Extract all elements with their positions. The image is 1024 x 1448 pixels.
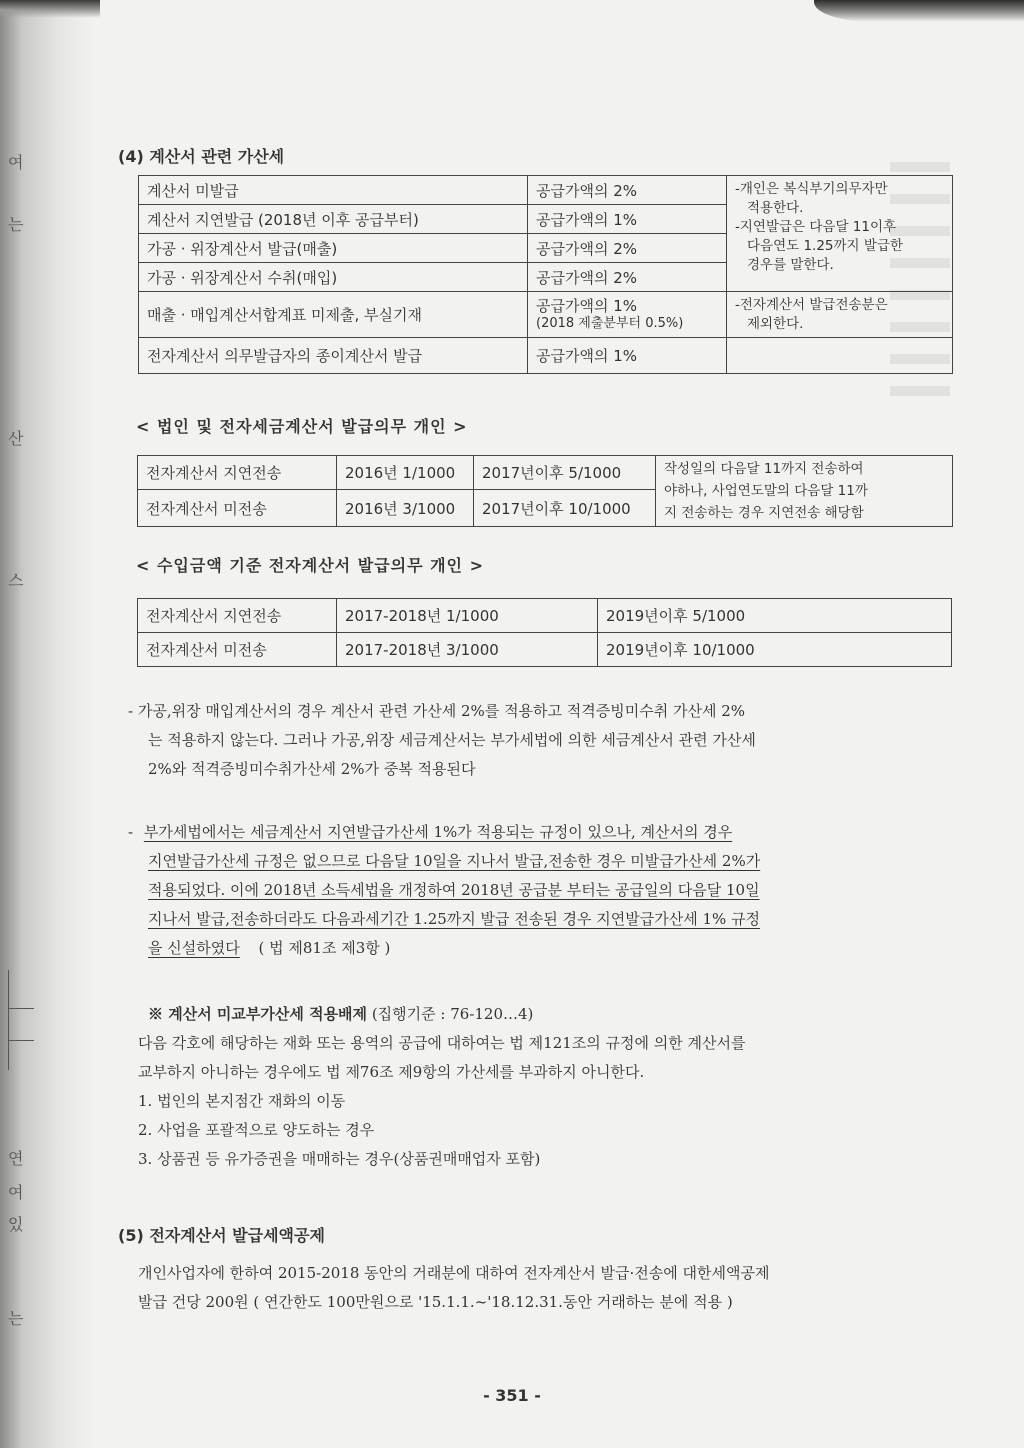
table-cell: 2019년이후 10/1000 bbox=[598, 633, 952, 667]
underlined-text: 지연발급가산세 규정은 없으므로 다음달 10일을 지나서 발급,전송한 경우 미발급가산세 2%가 bbox=[148, 852, 761, 870]
table-cell: 2017-2018년 1/1000 bbox=[337, 599, 598, 633]
paragraph bbox=[138, 1259, 973, 1317]
table-row bbox=[138, 633, 952, 667]
notice-block bbox=[138, 1000, 968, 1174]
table-cell: 가공 · 위장계산서 발급(매출) bbox=[139, 234, 528, 263]
table-cell: 2016년 1/1000 bbox=[337, 456, 474, 490]
underlined-paragraph bbox=[128, 818, 968, 963]
underlined-text: 지나서 발급,전송하더라도 다음과세기간 1.25까지 발급 전송된 경우 지연발급가산세 1% 규정 bbox=[148, 910, 761, 928]
table-cell: 계산서 지연발급 (2018년 이후 공급부터) bbox=[139, 205, 528, 234]
table-cell: 2017년이후 5/1000 bbox=[474, 456, 656, 490]
margin-char: 스 bbox=[8, 571, 24, 590]
cell-line: (2018 제출분부터 0.5%) bbox=[536, 315, 684, 331]
table-cell: 공급가액의 2% bbox=[528, 234, 727, 263]
section-heading: (5) 전자계산서 발급세액공제 bbox=[118, 1226, 325, 1245]
underlined-text: 부가세법에서는 세금계산서 지연발급가산세 1%가 적용되는 규정이 있으나, 계산서의 경우 bbox=[143, 823, 733, 841]
notice-title: ※ 계산서 미교부가산세 적용배제 bbox=[148, 1005, 368, 1023]
table-cell: 전자계산서 지연전송 bbox=[138, 456, 337, 490]
dash-marker: - bbox=[128, 823, 134, 841]
notice-reference: (집행기준 : 76-120…4) bbox=[371, 1005, 534, 1023]
note-line: -전자계산서 발급전송분은 bbox=[735, 296, 888, 313]
table-note-cell bbox=[727, 292, 953, 338]
list-item: 1. 법인의 본지점간 재화의 이동 bbox=[138, 1092, 346, 1110]
note-line: 경우를 말한다. bbox=[747, 257, 834, 273]
note-line: -지연발급은 다음달 11이후 bbox=[735, 219, 897, 235]
table-cell: 전자계산서 미전송 bbox=[138, 490, 337, 527]
table-cell: 2019년이후 5/1000 bbox=[598, 599, 952, 633]
text-line bbox=[128, 905, 968, 934]
margin-char: 는 bbox=[8, 215, 24, 234]
table-cell: 전자계산서 미전송 bbox=[138, 633, 337, 667]
note-line: 제외한다. bbox=[747, 315, 804, 332]
note-line: 적용한다. bbox=[747, 200, 804, 216]
list-item: 3. 상품권 등 유가증권을 매매하는 경우(상품권매매업자 포함) bbox=[138, 1150, 541, 1168]
text-line bbox=[128, 818, 968, 847]
text-line: 개인사업자에 한하여 2015-2018 동안의 거래분에 대하여 전자계산서 발급·전송에 대한세액공제 bbox=[138, 1264, 770, 1282]
underlined-text: 적용되었다. 이에 2018년 소득세법을 개정하여 2018년 공급분 부터는 공급일의 다음달 10일 bbox=[148, 881, 760, 899]
text-line: - 가공,위장 매입계산서의 경우 계산서 관련 가산세 2%를 적용하고 적격증빙미수취 가산세 2% bbox=[128, 702, 746, 720]
margin-char: 여 bbox=[8, 1183, 24, 1202]
table-row bbox=[138, 456, 953, 490]
law-reference: ( 법 제81조 제3항 ) bbox=[258, 939, 391, 957]
table-cell bbox=[528, 292, 727, 338]
margin-char: 는 bbox=[8, 1309, 24, 1328]
table-cell: 공급가액의 2% bbox=[528, 176, 727, 205]
table-row bbox=[139, 338, 953, 374]
note-line: 야하나, 사업연도말의 다음달 11까 bbox=[664, 483, 868, 499]
note-line: 지 전송하는 경우 지연전송 해당함 bbox=[664, 505, 864, 521]
table-note-cell bbox=[656, 456, 953, 527]
margin-char: 여 bbox=[8, 153, 24, 172]
note-line: -개인은 복식부기의무자만 bbox=[735, 181, 888, 197]
list-item: 2. 사업을 포괄적으로 양도하는 경우 bbox=[138, 1121, 375, 1139]
note-line: 작성일의 다음달 11까지 전송하여 bbox=[664, 461, 864, 477]
text-line bbox=[128, 934, 968, 963]
table-cell: 공급가액의 1% bbox=[528, 205, 727, 234]
table-cell: 2017년이후 10/1000 bbox=[474, 490, 656, 527]
text-line: 교부하지 아니하는 경우에도 법 제76조 제9항의 가산세를 부과하지 아니한다. bbox=[138, 1063, 645, 1081]
table-row bbox=[138, 599, 952, 633]
page-number: - 351 - bbox=[483, 1386, 541, 1405]
text-line bbox=[128, 847, 968, 876]
text-line bbox=[128, 876, 968, 905]
margin-rule bbox=[8, 970, 9, 1070]
text-line: 다음 각호에 해당하는 재화 또는 용역의 공급에 대하여는 법 제121조의 규정에 의한 계산서를 bbox=[138, 1034, 746, 1052]
table-cell: 가공 · 위장계산서 수취(매입) bbox=[139, 263, 528, 292]
table-cell: 전자계산서 의무발급자의 종이계산서 발급 bbox=[139, 338, 528, 374]
margin-char: 있 bbox=[8, 1215, 24, 1234]
table-cell: 공급가액의 2% bbox=[528, 263, 727, 292]
underlined-text: 을 신설하였다 bbox=[148, 939, 240, 957]
margin-rule bbox=[8, 1040, 34, 1041]
table-cell: 매출 · 매입계산서합계표 미제출, 부실기재 bbox=[139, 292, 528, 338]
table-cell: 전자계산서 지연전송 bbox=[138, 599, 337, 633]
text-line: 발급 건당 200원 ( 연간한도 100만원으로 '15.1.1.~'18.12.31.동안 거래하는 분에 적용 ) bbox=[138, 1293, 733, 1311]
scan-edge-right bbox=[814, 0, 1024, 22]
table-row bbox=[139, 292, 953, 338]
section-heading: (4) 계산서 관련 가산세 bbox=[118, 147, 285, 166]
table-caption: < 법인 및 전자세금계산서 발급의무 개인 > bbox=[136, 417, 468, 436]
table-cell: 계산서 미발급 bbox=[139, 176, 528, 205]
table-cell: 2016년 3/1000 bbox=[337, 490, 474, 527]
table-cell: 공급가액의 1% bbox=[528, 338, 727, 374]
table-note-cell bbox=[727, 176, 953, 292]
margin-char: 산 bbox=[8, 429, 24, 448]
notice-title-line bbox=[138, 1000, 968, 1029]
table-cell bbox=[727, 338, 953, 374]
penalty-table bbox=[138, 175, 953, 374]
scan-edge-left bbox=[0, 0, 100, 18]
table-row bbox=[139, 176, 953, 205]
e-invoice-table-individual bbox=[137, 598, 952, 667]
margin-char: 연 bbox=[8, 1149, 24, 1168]
e-invoice-table-corporate bbox=[137, 455, 953, 527]
text-line: 2%와 적격증빙미수취가산세 2%가 중복 적용된다 bbox=[148, 760, 476, 778]
table-caption: < 수입금액 기준 전자계산서 발급의무 개인 > bbox=[136, 556, 484, 575]
note-line: 다음연도 1.25까지 발급한 bbox=[747, 238, 904, 254]
margin-rule bbox=[8, 1008, 34, 1009]
paragraph bbox=[128, 697, 968, 784]
cell-line: 공급가액의 1% bbox=[536, 296, 638, 315]
table-cell: 2017-2018년 3/1000 bbox=[337, 633, 598, 667]
text-line: 는 적용하지 않는다. 그러나 가공,위장 세금계산서는 부가세법에 의한 세금계산서 관련 가산세 bbox=[148, 731, 756, 749]
